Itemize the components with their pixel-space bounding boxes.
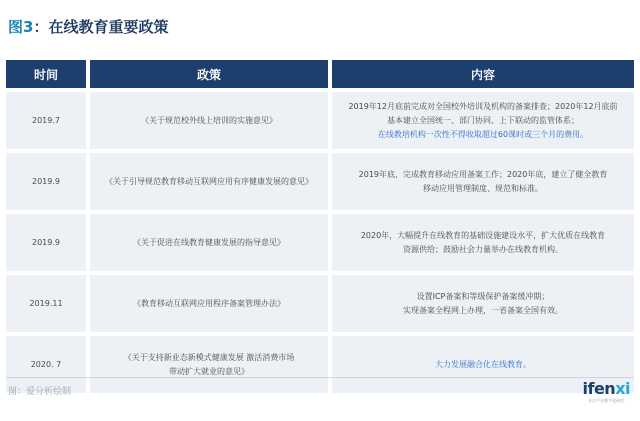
table-row xyxy=(6,336,634,393)
table-header xyxy=(6,60,634,88)
date-cell: 2019.9 xyxy=(6,153,86,210)
content-line: 设置ICP备案和等级保护备案缓冲期； xyxy=(416,291,550,301)
policy-cell xyxy=(90,336,328,393)
content-line: 资源供给；鼓励社会力量举办在线教育机构。 xyxy=(403,244,563,254)
table-row xyxy=(6,153,634,210)
content-highlight: 大力发展融合化在线教育。 xyxy=(435,359,531,369)
content-line: 基本建立全国统一、部门协同、上下联动的监管体系； xyxy=(387,115,579,125)
content-highlight: 在线教培机构一次性不得收取超过60课时或三个月的费用。 xyxy=(377,129,589,139)
content-line: 2020年，大幅提升在线教育的基础设施建设水平，扩大优质在线教育 xyxy=(360,230,606,240)
policy-line: 带动扩大就业的意见》 xyxy=(169,366,249,376)
page-title xyxy=(8,16,168,37)
source-note: 图：爱分析绘制 xyxy=(8,387,72,397)
table-row xyxy=(6,275,634,332)
header-content: 内容 xyxy=(332,60,634,88)
title-text: 在线教育重要政策 xyxy=(48,18,169,36)
date-cell: 2019.9 xyxy=(6,214,86,271)
policy-table xyxy=(6,60,634,393)
content-cell xyxy=(332,214,634,271)
date-cell: 2019.7 xyxy=(6,92,86,149)
figure-number: 图3 xyxy=(8,18,34,36)
content-line: 2019年12月底前完成对全国校外培训及机构的备案排查；2020年12月底前 xyxy=(348,101,618,111)
policy-cell: 《关于引导规范教育移动互联网应用有序健康发展的意见》 xyxy=(90,153,328,210)
footer-divider xyxy=(6,377,634,378)
table-row xyxy=(6,214,634,271)
content-line: 2019年底，完成教育移动应用备案工作；2020年底，建立了健全教育 xyxy=(358,169,608,179)
logo-wordmark-main: ifen xyxy=(582,379,616,398)
policy-line: 《关于支持新业态新模式健康发展 激活消费市场 xyxy=(123,352,295,362)
header-date: 时间 xyxy=(6,60,86,88)
date-cell: 2020. 7 xyxy=(6,336,86,393)
policy-cell: 《关于促进在线教育健康发展的指导意见》 xyxy=(90,214,328,271)
date-cell: 2019.11 xyxy=(6,275,86,332)
content-line: 实现备案全程网上办理，一省备案全国有效。 xyxy=(403,305,563,315)
logo-wordmark-accent: xi xyxy=(615,379,630,398)
ifenxi-logo xyxy=(583,380,631,404)
policy-cell: 《关于规范校外线上培训的实施意见》 xyxy=(90,92,328,149)
content-cell xyxy=(332,153,634,210)
logo-tagline: 专注产业数字化研究 xyxy=(588,398,625,403)
logo-wordmark xyxy=(583,380,631,398)
policy-cell: 《教育移动互联网应用程序备案管理办法》 xyxy=(90,275,328,332)
header-policy: 政策 xyxy=(90,60,328,88)
content-line: 移动应用管理制度、规范和标准。 xyxy=(423,183,543,193)
table-row xyxy=(6,92,634,149)
content-cell xyxy=(332,92,634,149)
title-separator: ： xyxy=(33,18,49,36)
content-cell xyxy=(332,275,634,332)
